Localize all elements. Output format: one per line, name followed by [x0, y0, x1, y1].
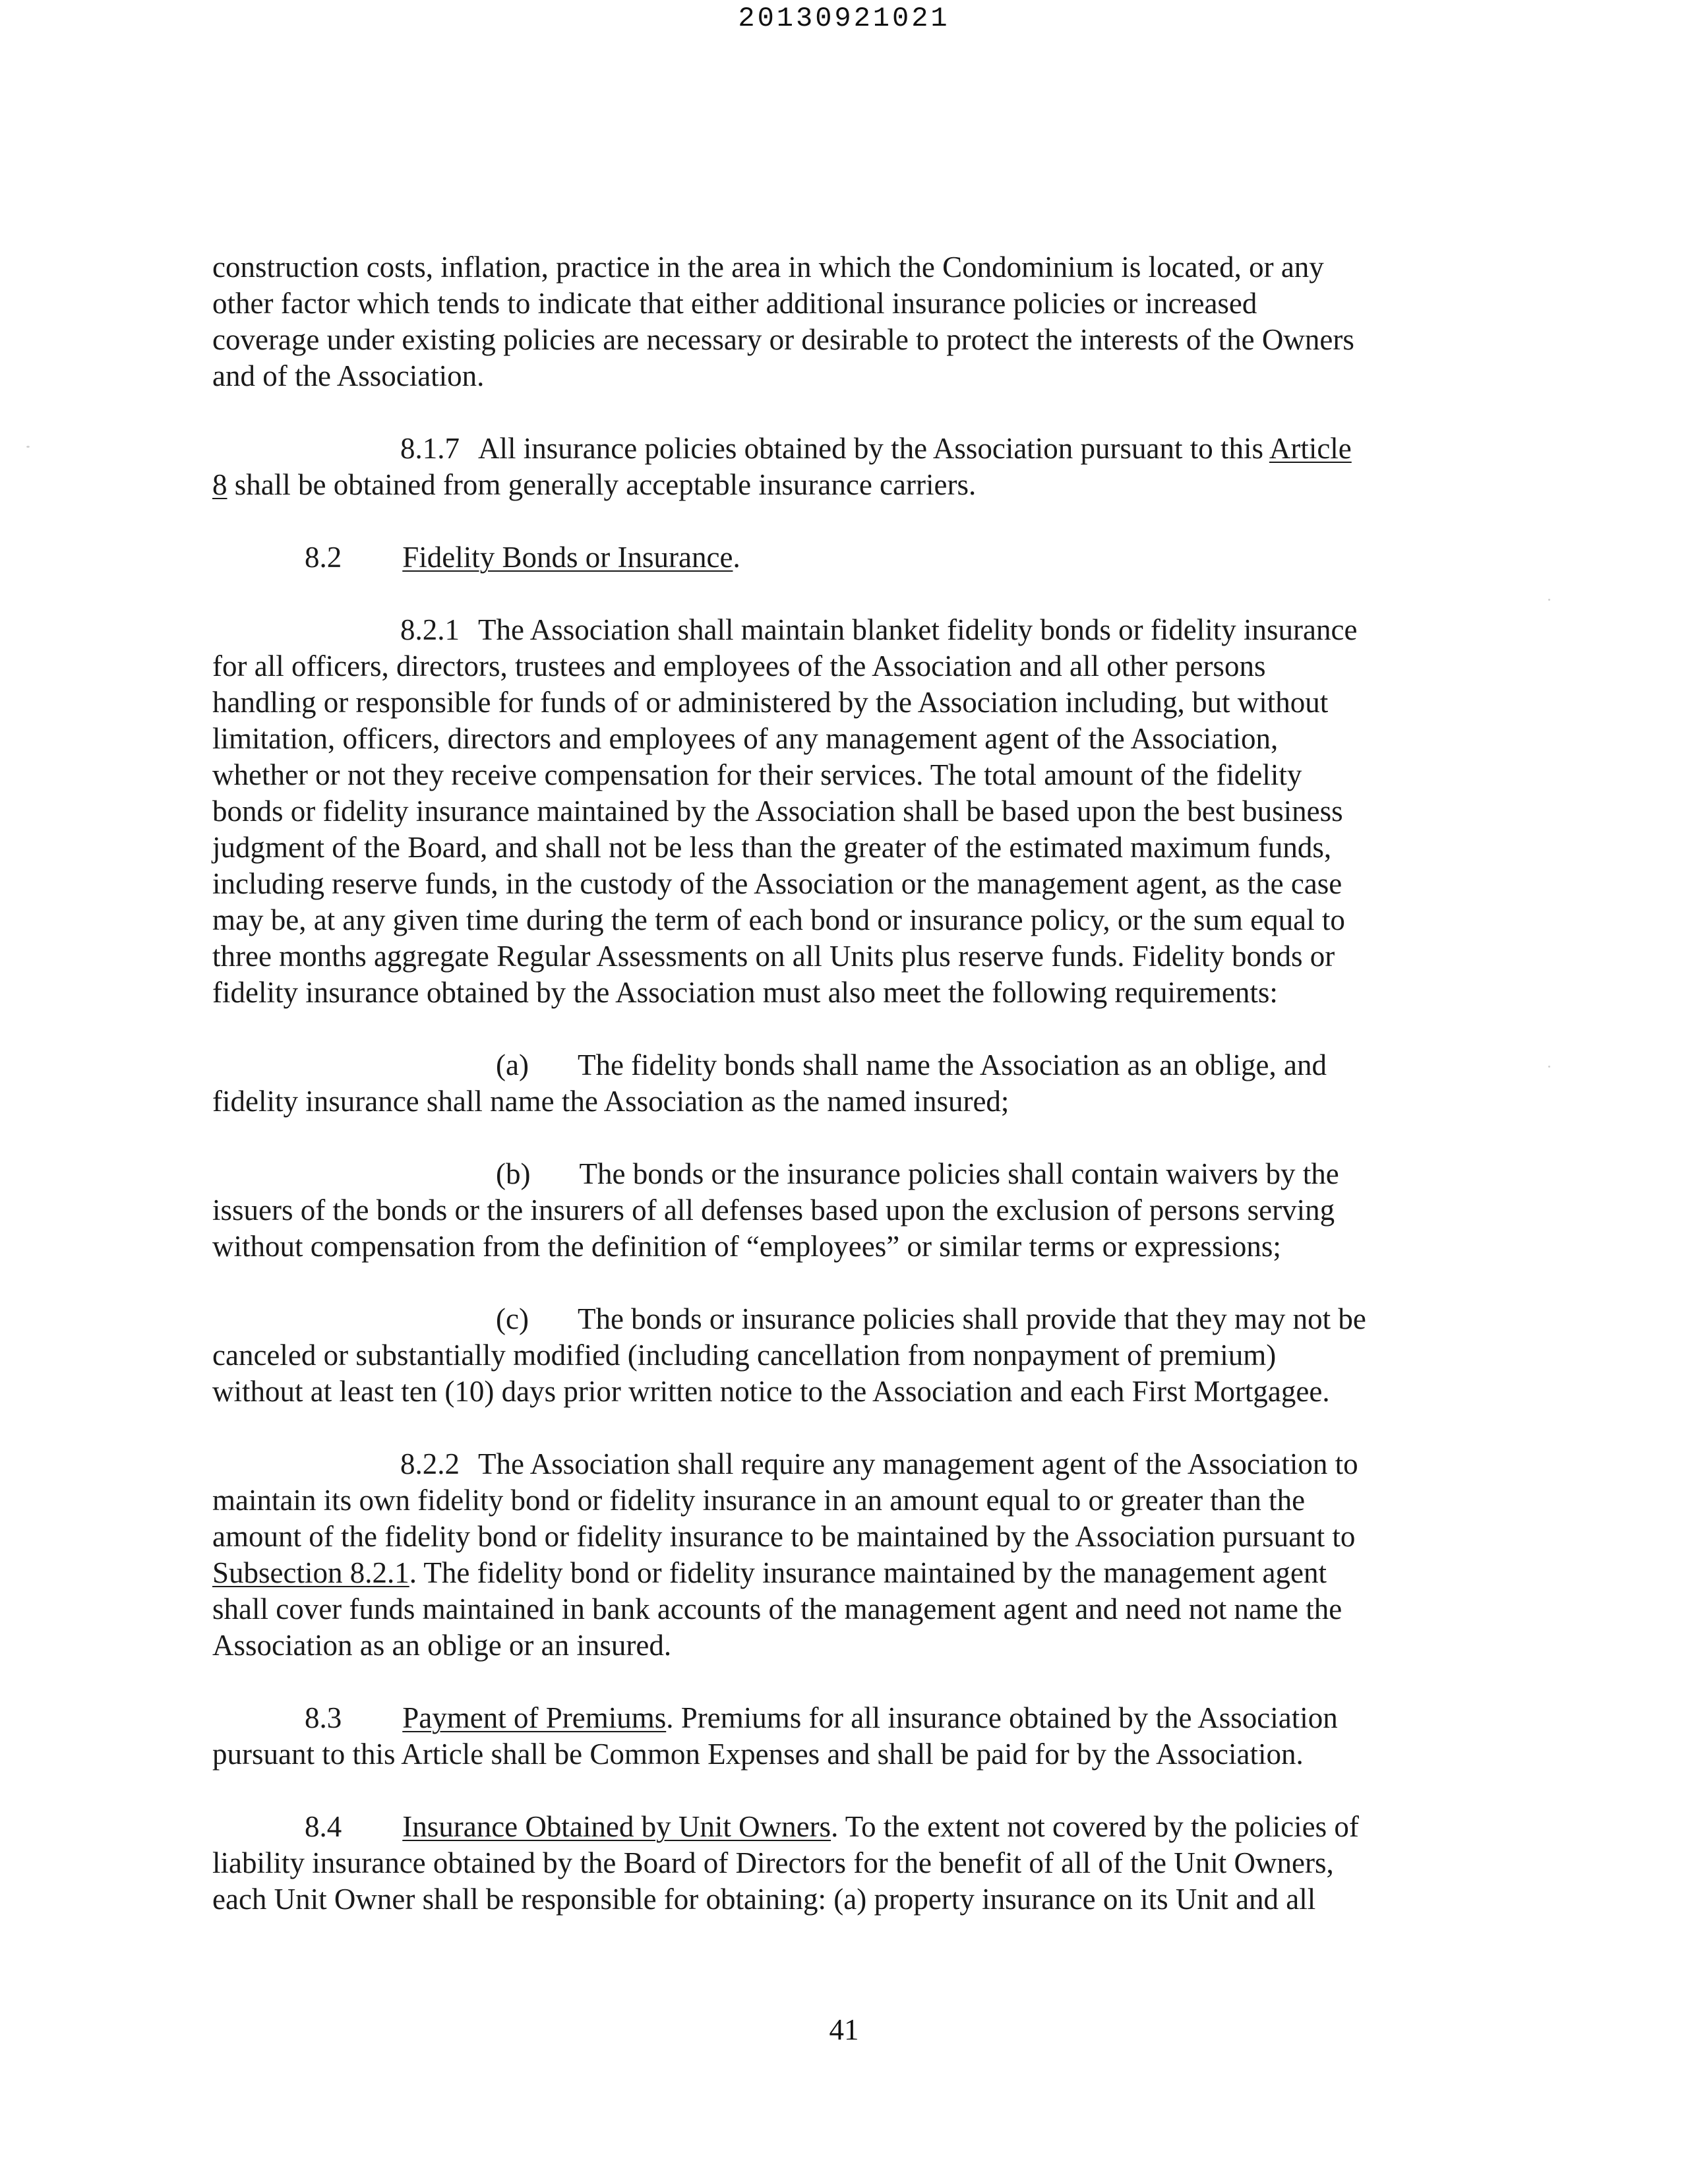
subsection-label: (a) — [496, 1048, 529, 1081]
section-number: 8.1.7 — [400, 432, 460, 465]
article-reference: Article — [1269, 432, 1352, 465]
section-heading: Fidelity Bonds or Insurance — [402, 541, 733, 574]
paragraph-line: including reserve funds, in the custody of the Association or the management agent, as the case — [212, 867, 1342, 900]
section-8-4 — [212, 1809, 1439, 1845]
section-8-2-2 — [212, 1446, 1439, 1482]
paragraph-line: canceled or substantially modified (including cancellation from nonpayment of premium) — [212, 1339, 1277, 1372]
section-number: 8.4 — [305, 1810, 342, 1843]
section-8-2-heading — [212, 539, 1439, 576]
paragraph-line: and of the Association. — [212, 359, 485, 392]
section-8-2-1 — [212, 612, 1439, 648]
document-id: 20130921021 — [738, 3, 950, 34]
paragraph-line: coverage under existing policies are necessary or desirable to protect the interests of the Owners — [212, 323, 1354, 356]
paragraph-line: bonds or fidelity insurance maintained by the Association shall be based upon the best business — [212, 795, 1343, 828]
paragraph-line: pursuant to this Article shall be Common Expenses and shall be paid for by the Association. — [212, 1738, 1304, 1771]
paragraph-line: other factor which tends to indicate that either additional insurance policies or increased — [212, 287, 1257, 320]
section-number: 8.3 — [305, 1701, 342, 1734]
paragraph-line: fidelity insurance shall name the Association as the named insured; — [212, 1085, 1010, 1118]
paragraph-line: handling or responsible for funds of or administered by the Association including, but without — [212, 686, 1329, 719]
paragraph-line: judgment of the Board, and shall not be less than the greater of the estimated maximum funds, — [212, 831, 1332, 864]
paragraph-line: fidelity insurance obtained by the Association must also meet the following requirements: — [212, 976, 1278, 1009]
section-heading: Payment of Premiums — [402, 1701, 667, 1734]
subsection-b — [212, 1156, 1439, 1192]
section-8-1-7 — [212, 431, 1439, 467]
document-body — [212, 249, 1439, 1918]
paragraph-text: . Premiums for all insurance obtained by the Association — [666, 1701, 1338, 1734]
paragraph-line: three months aggregate Regular Assessments on all Units plus reserve funds. Fidelity bonds or — [212, 940, 1335, 973]
paragraph-text: All insurance policies obtained by the Association pursuant to this — [478, 432, 1264, 465]
paragraph-line: each Unit Owner shall be responsible for obtaining: (a) property insurance on its Unit and all — [212, 1883, 1316, 1916]
section-number: 8.2.1 — [400, 613, 460, 646]
paragraph-line: issuers of the bonds or the insurers of all defenses based upon the exclusion of persons serving — [212, 1194, 1335, 1227]
paragraph-line: liability insurance obtained by the Board of Directors for the benefit of all of the Unit Owners, — [212, 1846, 1334, 1879]
subsection-a — [212, 1047, 1439, 1083]
section-heading: Insurance Obtained by Unit Owners — [402, 1810, 831, 1843]
paragraph-text: shall be obtained from generally acceptable insurance carriers. — [227, 468, 977, 501]
subsection-label: (b) — [496, 1157, 531, 1190]
section-number: 8.2 — [305, 541, 342, 574]
section-number: 8.2.2 — [400, 1447, 460, 1480]
paragraph-line: shall cover funds maintained in bank accounts of the management agent and need not name the — [212, 1592, 1342, 1625]
page-number: 41 — [829, 2013, 859, 2046]
subsection-c — [212, 1301, 1439, 1337]
section-8-3 — [212, 1700, 1439, 1736]
paragraph-text: The Association shall require any management agent of the Association to — [478, 1447, 1358, 1480]
paragraph-line: whether or not they receive compensation for their services. The total amount of the fidelity — [212, 758, 1302, 791]
scan-speck — [1548, 1066, 1550, 1068]
paragraph-text: The fidelity bonds shall name the Association as an oblige, and — [577, 1048, 1327, 1081]
paragraph-line: construction costs, inflation, practice in the area in which the Condominium is located, or any — [212, 251, 1324, 284]
scan-speck — [26, 446, 30, 448]
paragraph-line: may be, at any given time during the term of each bond or insurance policy, or the sum equal to — [212, 903, 1345, 936]
paragraph-text: The bonds or insurance policies shall provide that they may not be — [577, 1302, 1366, 1335]
subsection-reference: Subsection 8.2.1 — [212, 1556, 409, 1589]
paragraph-line: limitation, officers, directors and employees of any management agent of the Association, — [212, 722, 1279, 755]
scan-speck — [1548, 599, 1550, 601]
paragraph-line: without at least ten (10) days prior written notice to the Association and each First Mortgagee. — [212, 1375, 1330, 1408]
paragraph-text: . To the extent not covered by the policies of — [831, 1810, 1359, 1843]
paragraph-line: without compensation from the definition of “employees” or similar terms or expressions; — [212, 1230, 1281, 1263]
paragraph-line: maintain its own fidelity bond or fidelity insurance in an amount equal to or greater than the — [212, 1484, 1306, 1517]
paragraph-line: for all officers, directors, trustees and employees of the Association and all other persons — [212, 650, 1266, 682]
paragraph-text: . The fidelity bond or fidelity insurance maintained by the management agent — [409, 1556, 1327, 1589]
paragraph-line: amount of the fidelity bond or fidelity insurance to be maintained by the Association pursuant to — [212, 1520, 1356, 1553]
article-reference: 8 — [212, 468, 227, 501]
paragraph-line — [212, 1555, 1439, 1591]
paragraph-line: Association as an oblige or an insured. — [212, 1629, 672, 1662]
paragraph-line — [212, 467, 1439, 503]
heading-period: . — [733, 541, 740, 574]
paragraph-text: The Association shall maintain blanket fidelity bonds or fidelity insurance — [478, 613, 1358, 646]
paragraph-text: The bonds or the insurance policies shall contain waivers by the — [579, 1157, 1339, 1190]
subsection-label: (c) — [496, 1302, 529, 1335]
